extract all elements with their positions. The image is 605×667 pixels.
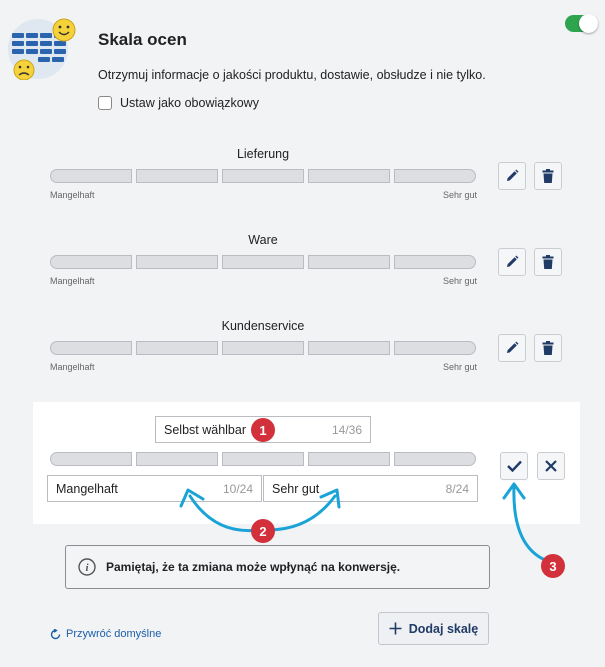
conversion-notice (65, 545, 490, 589)
scale-low-label: Mangelhaft (50, 362, 95, 372)
mandatory-label: Ustaw jako obowiązkowy (120, 96, 259, 110)
annotation-badge-1: 1 (251, 418, 275, 442)
restore-defaults-link[interactable] (50, 628, 161, 640)
scale-title: Ware (248, 233, 278, 247)
plus-icon (389, 622, 402, 635)
annotation-badge-3: 3 (541, 554, 565, 578)
scale-low-label: Mangelhaft (50, 190, 95, 200)
scale-high-label: Sehr gut (443, 190, 478, 200)
scale-high-label: Sehr gut (443, 362, 478, 372)
high-label-value: Sehr gut (272, 481, 320, 496)
char-counter: 10/24 (222, 481, 253, 496)
low-label-value: Mangelhaft (56, 481, 118, 496)
svg-text:i: i (85, 562, 89, 575)
page-title: Skala ocen (98, 30, 187, 49)
scale-high-label: Sehr gut (443, 276, 478, 286)
restore-label: Przywróć domyślne (66, 628, 162, 640)
char-counter: 8/24 (445, 481, 469, 496)
scale-title: Kundenservice (221, 319, 305, 333)
scale-low-label: Mangelhaft (50, 276, 95, 286)
restore-icon (50, 629, 61, 640)
scale-title-value: Selbst wählbar (164, 422, 246, 437)
info-icon (78, 558, 96, 576)
page-description: Otrzymuj informacje o jakości produktu, dostawie, obsłudze i nie tylko. (98, 68, 486, 82)
annotation-badge-2: 2 (251, 519, 275, 543)
scale-title: Lieferung (236, 147, 290, 161)
char-counter: 14/36 (331, 422, 362, 437)
add-scale-button[interactable] (378, 612, 489, 645)
notice-text: Pamiętaj, że ta zmiana może wpłynąć na konwersję. (106, 560, 401, 574)
add-scale-label: Dodaj skalę (408, 621, 479, 636)
